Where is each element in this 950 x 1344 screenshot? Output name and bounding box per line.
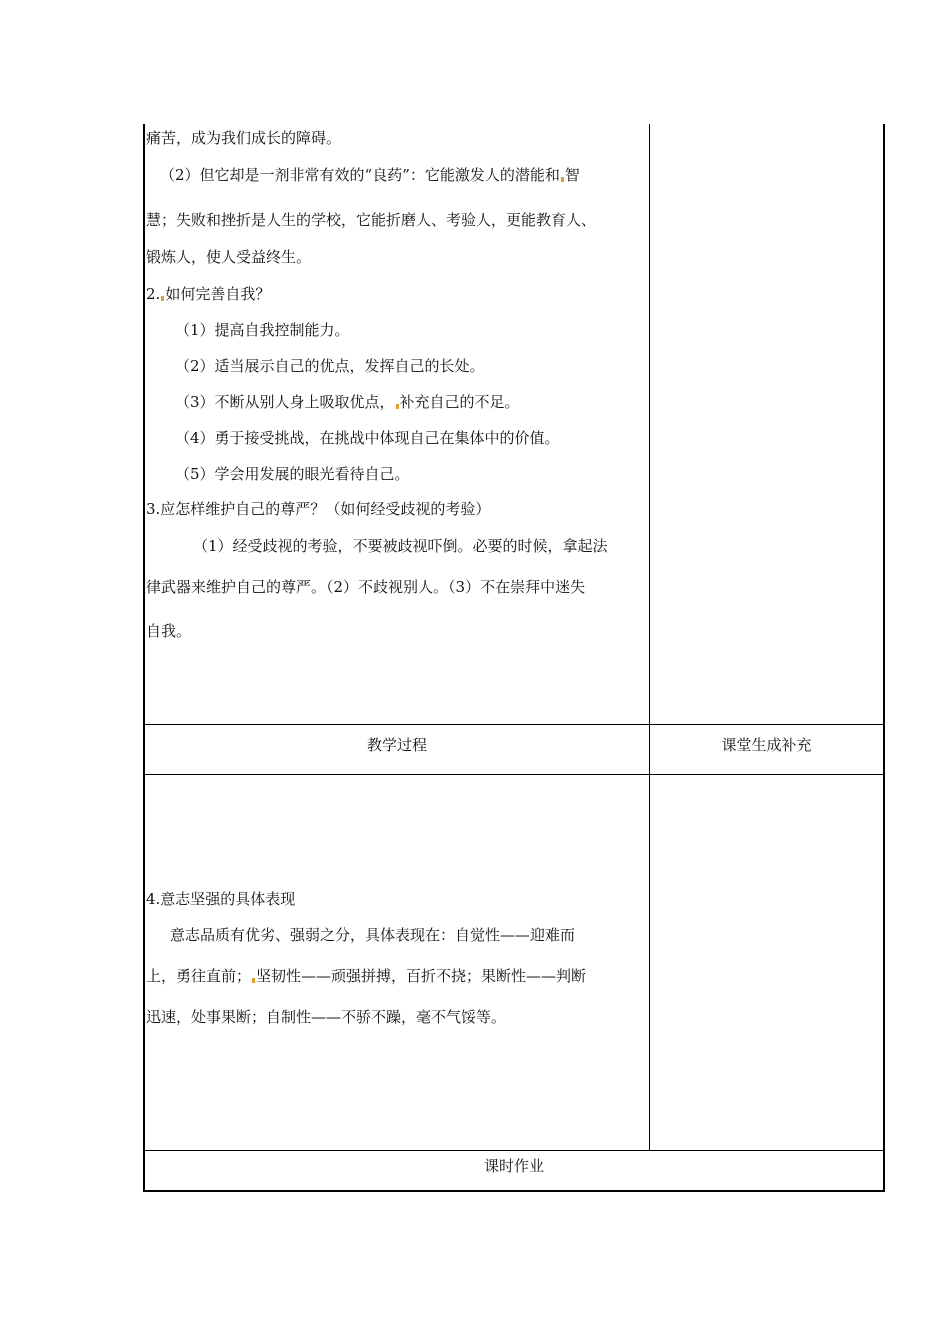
text-line: 意志品质有优劣、强弱之分，具体表现在：自觉性——迎难而	[170, 926, 576, 944]
text-line: 自我。	[146, 622, 192, 640]
row-divider-header-top	[143, 724, 885, 725]
table-left-border	[143, 124, 145, 1192]
edit-mark-icon	[161, 296, 164, 301]
table-right-border	[883, 124, 885, 1192]
row-divider-homework-top	[143, 1150, 885, 1151]
table-bottom-border	[143, 1190, 885, 1192]
heading-number: 2.	[146, 285, 161, 303]
row-divider-header-bottom	[143, 774, 885, 775]
edit-mark-icon	[396, 404, 399, 409]
text-segment: 智	[564, 166, 580, 184]
text-segment: （3）不断从别人身上吸取优点，	[175, 393, 395, 411]
heading-text: 如何完善自我？	[165, 285, 271, 303]
text-line: （1）经受歧视的考验，不要被歧视吓倒。必要的时候，拿起法	[193, 537, 608, 555]
text-line: 律武器来维护自己的尊严。（2）不歧视别人。（3）不在崇拜中迷失	[146, 578, 586, 596]
list-item: （2）适当展示自己的优点，发挥自己的长处。	[175, 357, 485, 375]
text-line: 慧；失败和挫折是人生的学校，它能折磨人、考验人，更能教育人、	[146, 211, 597, 229]
list-item: （1）提高自我控制能力。	[175, 321, 350, 339]
text-segment: 坚韧性——顽强拼搏，百折不挠；果断性——判断	[256, 967, 587, 985]
heading-line: 3.应怎样维护自己的尊严？（如何经受歧视的考验）	[146, 500, 491, 518]
text-line	[160, 165, 580, 185]
list-item: （4）勇于接受挑战，在挑战中体现自己在集体中的价值。	[175, 429, 560, 447]
text-segment: 上，勇往直前；	[146, 967, 252, 985]
heading-line: 4.意志坚强的具体表现	[146, 890, 296, 908]
text-line: 痛苦，成为我们成长的障碍。	[146, 129, 342, 147]
text-line	[146, 966, 586, 986]
list-item: （5）学会用发展的眼光看待自己。	[175, 465, 410, 483]
edit-mark-icon	[252, 978, 255, 983]
homework-label: 课时作业	[483, 1157, 544, 1175]
edit-mark-icon	[561, 177, 564, 182]
column-header-teaching-process: 教学过程	[366, 736, 427, 754]
column-header-classroom-supplement: 课堂生成补充	[721, 736, 812, 754]
text-segment: （2）但它却是一剂非常有效的“良药”：它能激发人的潜能和	[160, 166, 560, 184]
text-segment: 补充自己的不足。	[399, 393, 520, 411]
text-line: 迅速，处事果断；自制性——不骄不躁，毫不气馁等。	[146, 1008, 507, 1026]
heading-line	[146, 284, 270, 304]
text-line: 锻炼人，使人受益终生。	[146, 248, 312, 266]
column-divider	[649, 124, 650, 1151]
list-item	[175, 392, 520, 412]
